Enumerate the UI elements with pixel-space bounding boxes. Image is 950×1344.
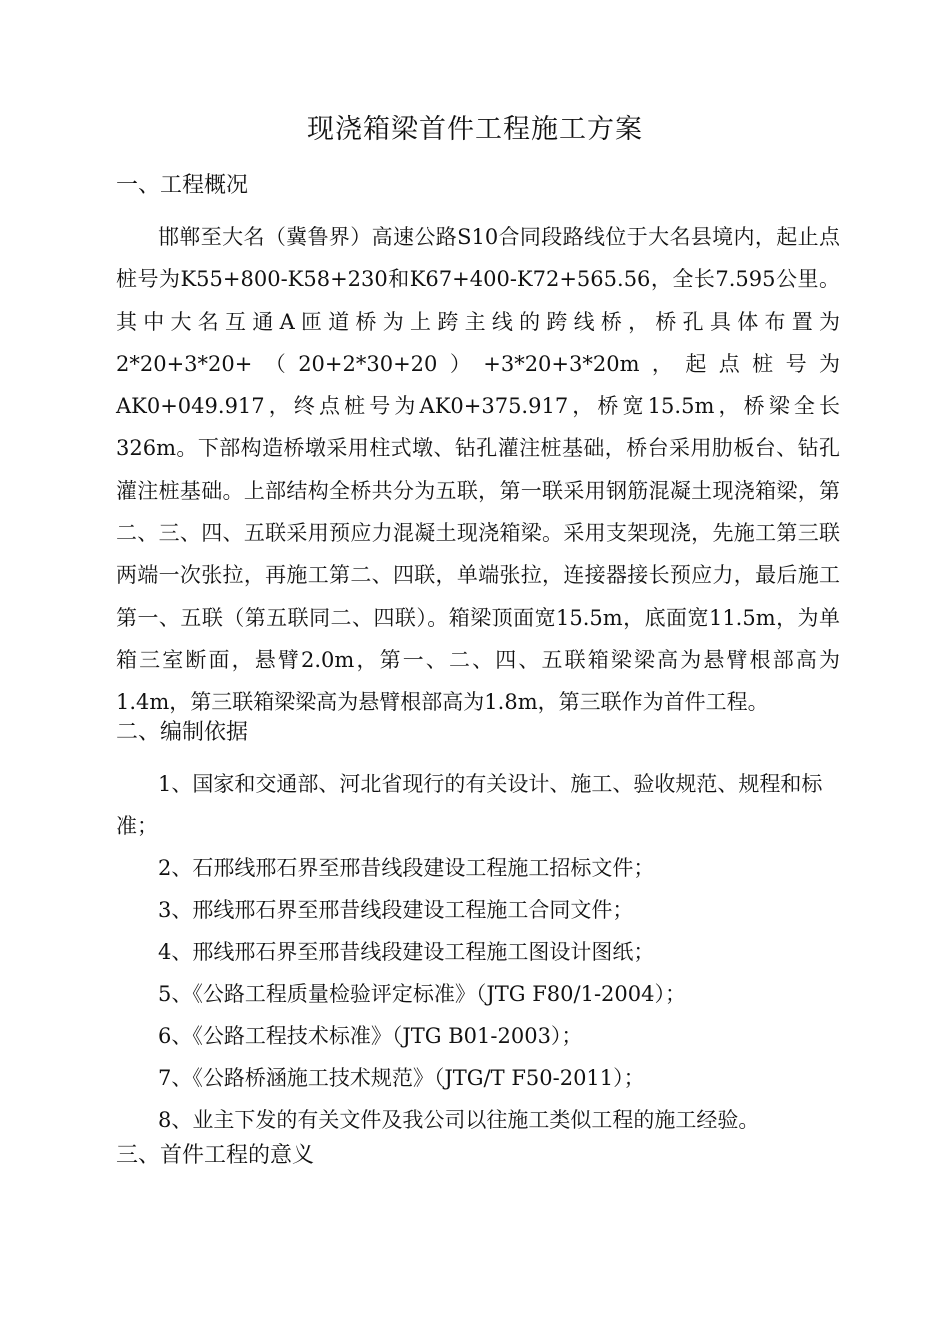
basis-item-7: 7、《公路桥涵施工技术规范》（JTG/T F50-2011）；: [158, 1066, 645, 1090]
basis-item-4: 4、邢线邢石界至邢昔线段建设工程施工图设计图纸；: [158, 940, 655, 964]
basis-item-1: 1、国家和交通部、河北省现行的有关设计、施工、验收规范、规程和标准；: [116, 772, 823, 839]
basis-item-3: 3、邢线邢石界至邢昔线段建设工程施工合同文件；: [158, 898, 634, 922]
basis-item-6: 6、《公路工程技术标准》（JTG B01-2003）；: [158, 1024, 583, 1048]
basis-item-8: 8、业主下发的有关文件及我公司以往施工类似工程的施工经验。: [158, 1108, 760, 1132]
section-heading-basis: 二、编制依据: [116, 720, 249, 745]
section-heading-significance: 三、首件工程的意义: [116, 1143, 315, 1168]
basis-item-2: 2、石邢线邢石界至邢昔线段建设工程施工招标文件；: [158, 856, 655, 880]
basis-item-5: 5、《公路工程质量检验评定标准》（JTG F80/1-2004）；: [158, 982, 687, 1006]
section-heading-overview: 一、工程概况: [116, 173, 249, 198]
document-title: 现浇箱梁首件工程施工方案: [307, 114, 643, 145]
overview-paragraph: 邯郸至大名（冀鲁界）高速公路S10合同段路线位于大名县境内，起止点桩号为K55+800-K58+230和K67+400-K72+565.56，全长7.595公里。其中大名互通A匝道桥为上跨主线的跨线桥，桥孔具体布置为2*20+3*20+（20+2*30+20）+3*20+3*20m，起点桩号为AK0+049.917，终点桩号为AK0+375.917，桥宽15.5m，桥梁全长326m。下部构造桥墩采用柱式墩、钻孔灌注桩基础，桥台采用肋板台、钻孔灌注桩基础。上部结构全桥共分为五联，第一联采用钢筋混凝土现浇箱梁，第二、三、四、五联采用预应力混凝土现浇箱梁。采用支架现浇，先施工第三联两端一次张拉，再施工第二、四联，单端张拉，连接器接长预应力，最后施工第一、五联（第五联同二、四联）。箱梁顶面宽15.5m，底面宽11.5m，为单箱三室断面，悬臂2.0m，第一、二、四、五联箱梁梁高为悬臂根部高为1.4m，第三联箱梁梁高为悬臂根部高为1.8m，第三联作为首件工程。: [116, 225, 840, 715]
